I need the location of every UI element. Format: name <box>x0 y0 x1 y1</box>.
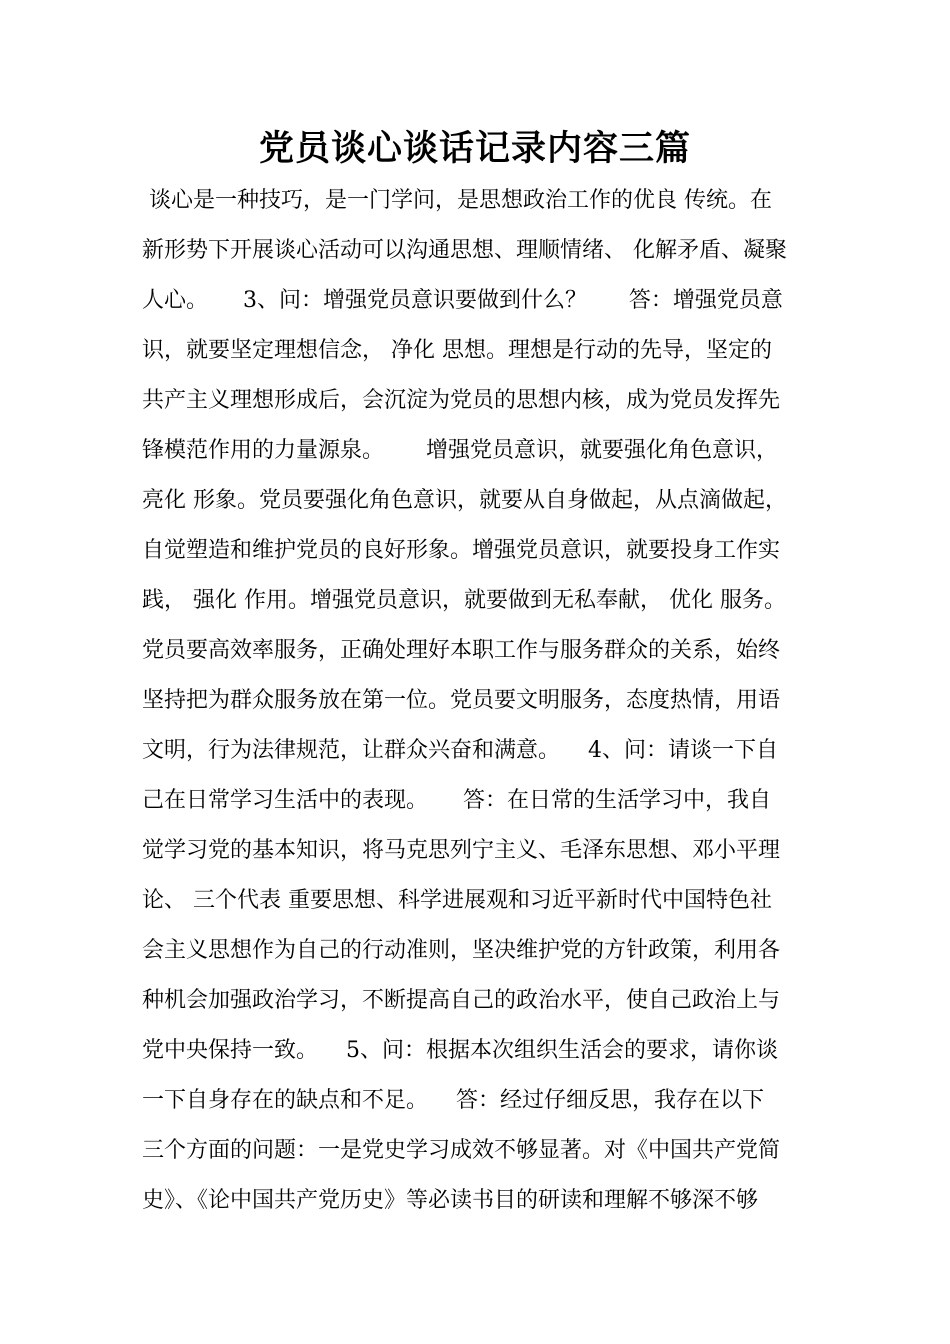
body-line: 三个方面的问题：一是党史学习成效不够显著。对《中国共产党简 <box>142 1138 781 1163</box>
body-line: 一下自身存在的缺点和不足。 答：经过仔细反思，我存在以下 <box>142 1088 764 1113</box>
body-line: 党中央保持一致。 5、问：根据本次组织生活会的要求，请你谈 <box>142 1038 778 1063</box>
body-line: 史》、《论中国共产党历史》等必读书目的研读和理解不够深不够 <box>142 1188 759 1213</box>
body-line: 新形势下开展谈心活动可以沟通思想、理顺情绪、 化解矛盾、凝聚 <box>142 238 787 263</box>
body-line: 谈心是一种技巧，是一门学问，是思想政治工作的优良 传统。在 <box>142 188 772 213</box>
body-line: 论、 三个代表 重要思想、科学进展观和习近平新时代中国特色社 <box>142 888 772 913</box>
body-line: 亮化 形象。党员要强化角色意识，就要从自身做起，从点滴做起， <box>142 488 787 513</box>
body-line: 自觉塑造和维护党员的良好形象。增强党员意识，就要投身工作实 <box>142 538 781 563</box>
body-line: 共产主义理想形成后，会沉淀为党员的思想内核，成为党员发挥先 <box>142 388 781 413</box>
body-line: 党员要高效率服务，正确处理好本职工作与服务群众的关系，始终 <box>142 638 781 663</box>
document-body <box>142 176 822 1226</box>
document-title: 党员谈心谈话记录内容三篇 <box>258 129 691 169</box>
body-line: 会主义思想作为自己的行动准则，坚决维护党的方针政策，利用各 <box>142 938 781 963</box>
body-line: 人心。 3、问：增强党员意识要做到什么？ 答：增强党员意 <box>142 288 783 313</box>
body-line: 识，就要坚定理想信念， 净化 思想。理想是行动的先导，坚定的 <box>142 338 772 363</box>
body-line: 坚持把为群众服务放在第一位。党员要文明服务，态度热情，用语 <box>142 688 781 713</box>
body-line: 锋模范作用的力量源泉。 增强党员意识，就要强化角色意识， <box>142 438 778 463</box>
body-line: 觉学习党的基本知识，将马克思列宁主义、毛泽东思想、邓小平理 <box>142 838 781 863</box>
body-line: 种机会加强政治学习，不断提高自己的政治水平，使自己政治上与 <box>142 988 781 1013</box>
body-line: 文明，行为法律规范，让群众兴奋和满意。 4、问：请谈一下自 <box>142 738 778 763</box>
body-line: 己在日常学习生活中的表现。 答：在日常的生活学习中，我自 <box>142 788 771 813</box>
body-line: 践， 强化 作用。增强党员意识，就要做到无私奉献， 优化 服务。 <box>142 588 786 613</box>
